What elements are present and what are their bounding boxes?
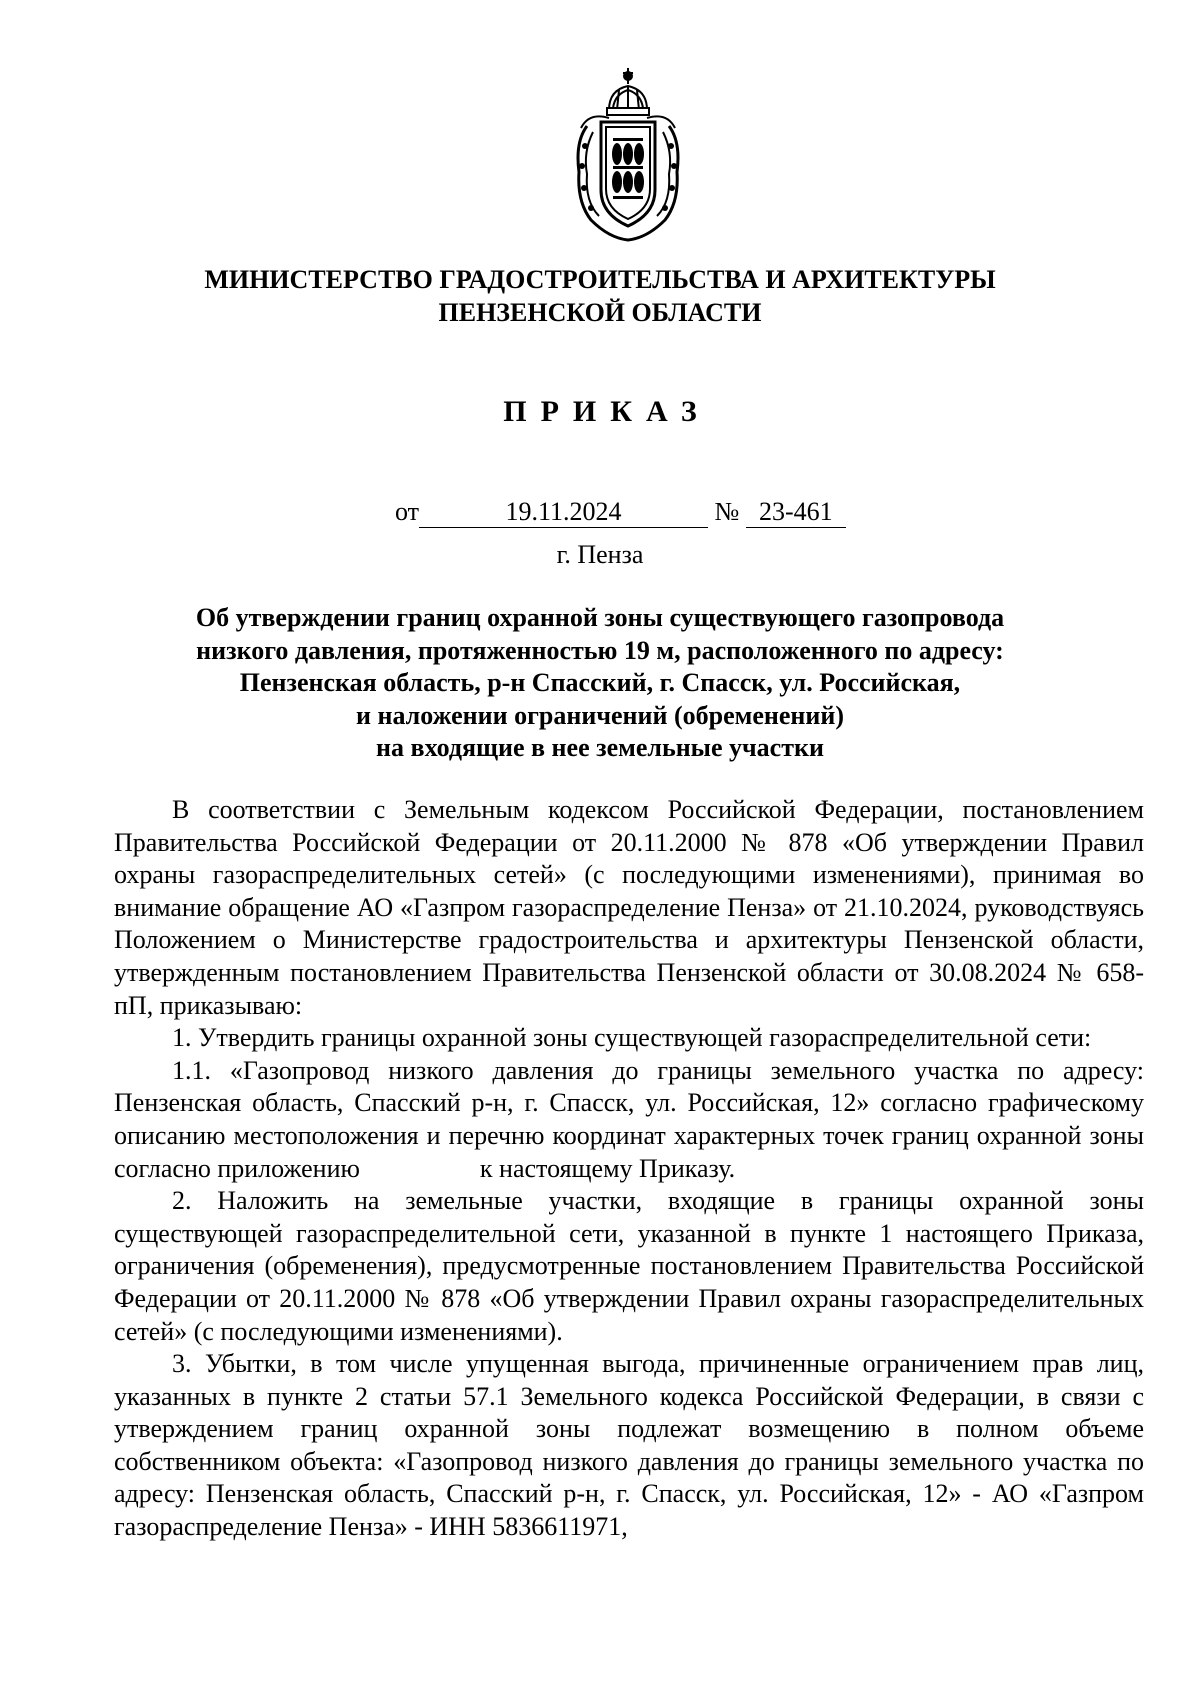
document-date: 19.11.2024 [419,497,708,528]
city: г. Пенза [556,540,644,569]
item-1-1-text: 1.1. «Газопровод низкого давления до границы земельного участка по адресу: Пензенская область, Спасский р-н, г. Спасск, ул. Российская, 12» согласно графическому описанию местоположения и перечню координат характерных точек границ охранной зоны согласно приложению [114,1055,1144,1183]
subject-line-5: на входящие в нее земельные участки [376,733,824,762]
coat-of-arms-icon [569,62,687,244]
subject-line-1: Об утверждении границ охранной зоны существующего газопровода [195,603,1005,632]
item-1-1-paragraph [114,1055,1144,1185]
subject-line-4: и наложении ограничений (обременений) [355,700,845,730]
ministry-line-1: МИНИСТЕРСТВО ГРАДОСТРОИТЕЛЬСТВА И АРХИТЕКТУРЫ [204,265,996,294]
item-1-1-tail: к настоящему Приказу. [479,1153,736,1183]
document-body [114,794,1144,1544]
number-prefix: № [714,497,740,526]
preamble-paragraph: В соответствии с Земельным кодексом Российской Федерации, постановлением Правительства Российской Федерации от 20.11.2000 № 878 «Об утверждении Правил охраны газораспределительных сетей» (с последующими изменениями), принимая во внимание обращение АО «Газпром газораспределение Пенза» от 21.10.2024, руководствуясь Положением о Министерстве градостроительства и архитектуры Пензенской области, утвержденным постановлением Правительства Пензенской области от 30.08.2024 № 658-пП, приказываю: [114,795,1144,1020]
subject-line-3: Пензенская область, р-н Спасский, г. Спасск, ул. Российская, [239,668,961,697]
ministry-title [0,263,1200,329]
date-prefix: от [395,497,420,526]
item-1-paragraph: 1. Утвердить границы охранной зоны существующей газораспределительной сети: [172,1023,1092,1053]
item-2-paragraph: 2. Наложить на земельные участки, входящие в границы охранной зоны существующей газораспределительной сети, указанной в пункте 1 настоящего Приказа, ограничения (обременения), предусмотренные постановлением Правительства Российской Федерации от 20.11.2000 № 878 «Об утверждении Правил охраны газораспределительных сетей» (с последующими изменениями). [114,1186,1144,1346]
document-number: 23-461 [746,497,846,528]
ministry-line-2: ПЕНЗЕНСКОЙ ОБЛАСТИ [438,298,762,327]
document-subject [0,602,1200,765]
date-number-line [395,497,846,528]
item-3-paragraph: 3. Убытки, в том числе упущенная выгода, причиненные ограничением прав лиц, указанных в пункте 2 статьи 57.1 Земельного кодекса Российской Федерации, в связи с утверждением границ охранной зоны подлежат возмещению в полном объеме собственником объекта: «Газопровод низкого давления до границы земельного участка по адресу: Пензенская область, Спасский р-н, г. Спасск, ул. Российская, 12» - АО «Газпром газораспределение Пенза» - ИНН 5836611971, [114,1349,1144,1542]
document-type: ПРИКАЗ [503,395,711,428]
subject-line-2: низкого давления, протяженностью 19 м, расположенного по адресу: [196,635,1004,665]
